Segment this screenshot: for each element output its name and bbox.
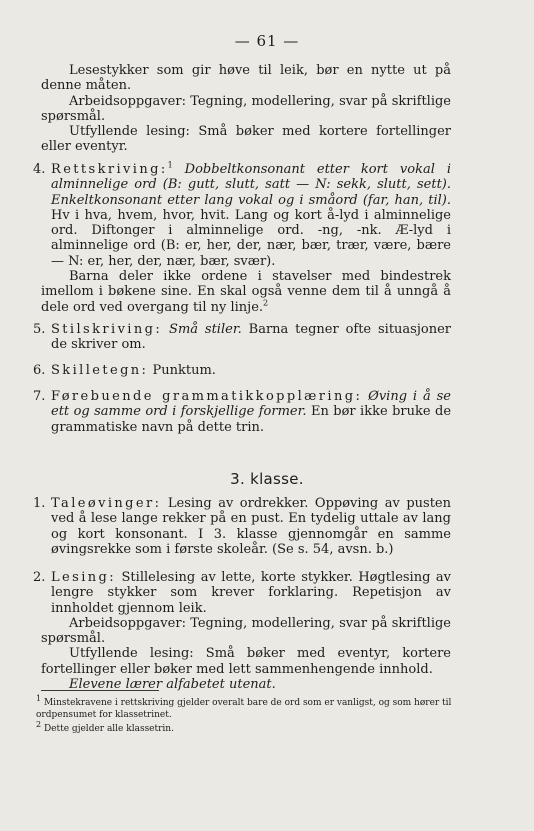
footnote-text: Dette gjelder alle klassetrin.	[43, 724, 174, 734]
class3-item-1-taleovinger	[33, 496, 451, 557]
item-paragraph-2: Arbeidsoppgaver: Tegning, modellering, svar på skriftlige spørsmål.	[41, 615, 451, 647]
item-italic-text: Små stiler.	[169, 322, 242, 337]
item-number: 2.	[33, 570, 46, 585]
item-4-rettskriving	[33, 160, 451, 315]
item-label: Rettskriving:	[51, 162, 168, 177]
item-number: 4.	[33, 162, 46, 177]
footnote-text: Minstekravene i rettskriving gjelder overalt bare de ord som er vanligst, og som hører til ordpensumet for klassetrinet.	[36, 698, 452, 720]
item-text: Hv i hva, hvem, hvor, hvit. Lang og kort å-lyd i alminnelige ord. Diftonger i alminnelige ord. -ng, -nk. Æ-lyd i alminnelige ord (B: er, her, der, nær, bær, trær, være, bære — N: er, her, der, nær, bær, svær).	[51, 207, 451, 269]
item-text: Barna tegner ofte situasjoner de skriver om.	[51, 322, 451, 353]
item-6-skilletegn	[33, 363, 451, 378]
section-heading: 3. klasse.	[230, 470, 304, 488]
item-5-stilskriving	[33, 322, 451, 353]
item-label: Førebuende grammatikkopplæring:	[51, 389, 363, 404]
item-7-grammatikk	[33, 389, 452, 435]
item-text: Stillelesing av lette, korte stykker. Høgtlesing av lengre stykker som krever forklaring. Repetisjon av innholdet gjennom leik.	[51, 570, 451, 616]
item-number: 1.	[33, 496, 46, 511]
item-number: 5.	[33, 322, 46, 337]
intro-section	[41, 63, 451, 155]
item-text: Lesing av ordrekker. Oppøving av pusten ved å lese lange rekker på en pust. En tydelig uttale av lang og kort konsonant. I 3. klasse gjennomgår en samme øvingsrekke som i første skoleår. (Se s. 54, avsn. b.)	[51, 496, 451, 557]
footnote-ref: 1	[167, 160, 173, 170]
item-label: Lesing:	[51, 570, 117, 585]
page-number: — 61 —	[234, 32, 300, 50]
footnote-mark: 1	[36, 694, 42, 703]
item-number: 7.	[33, 389, 46, 404]
footnote-divider	[41, 690, 159, 691]
footnote-2	[36, 720, 452, 735]
item-italic-text: Dobbeltkonsonant etter kort vokal i alminnelige ord (B: gutt, slutt, satt — N: sekk, slutt, sett). Enkeltkonsonant etter lang vokal og i småord (far, han, til).	[51, 162, 451, 208]
item-text: Punktum.	[152, 363, 216, 378]
intro-paragraph-3: Utfyllende lesing: Små bøker med kortere fortellinger eller eventyr.	[41, 124, 451, 155]
footnote-mark: 2	[36, 720, 42, 729]
item-label: Skilletegn:	[51, 363, 149, 378]
footnote-ref: 2	[263, 298, 269, 308]
item-italic-text: Øving i å se ett og samme ord i forskjellige former.	[51, 389, 451, 420]
item-paragraph-2: Barna deler ikke ordene i stavelser med bindestrek imellom i bøkene sine. En skal også venne dem til å unngå å dele ord ved overgang til ny linje.	[41, 269, 451, 315]
item-label: Taleøvinger:	[51, 496, 162, 511]
intro-paragraph-2: Arbeidsoppgaver: Tegning, modellering, svar på skriftlige spørsmål.	[41, 93, 451, 124]
intro-paragraph-1: Lesestykker som gir høve til leik, bør en nytte ut på denne måten.	[41, 63, 451, 94]
item-number: 6.	[33, 363, 46, 378]
item-label: Stilskriving:	[51, 322, 163, 337]
item-text: En bør ikke bruke de grammatiske navn på dette trin.	[51, 404, 452, 435]
item-paragraph-4: Elevene lærer alfabetet utenat.	[69, 677, 276, 693]
class3-item-2-lesing	[33, 570, 451, 693]
item-paragraph-3: Utfyllende lesing: Små bøker med eventyr, kortere fortellinger eller bøker med lett sammenhengende innhold.	[41, 646, 451, 677]
footnote-1	[36, 694, 452, 721]
